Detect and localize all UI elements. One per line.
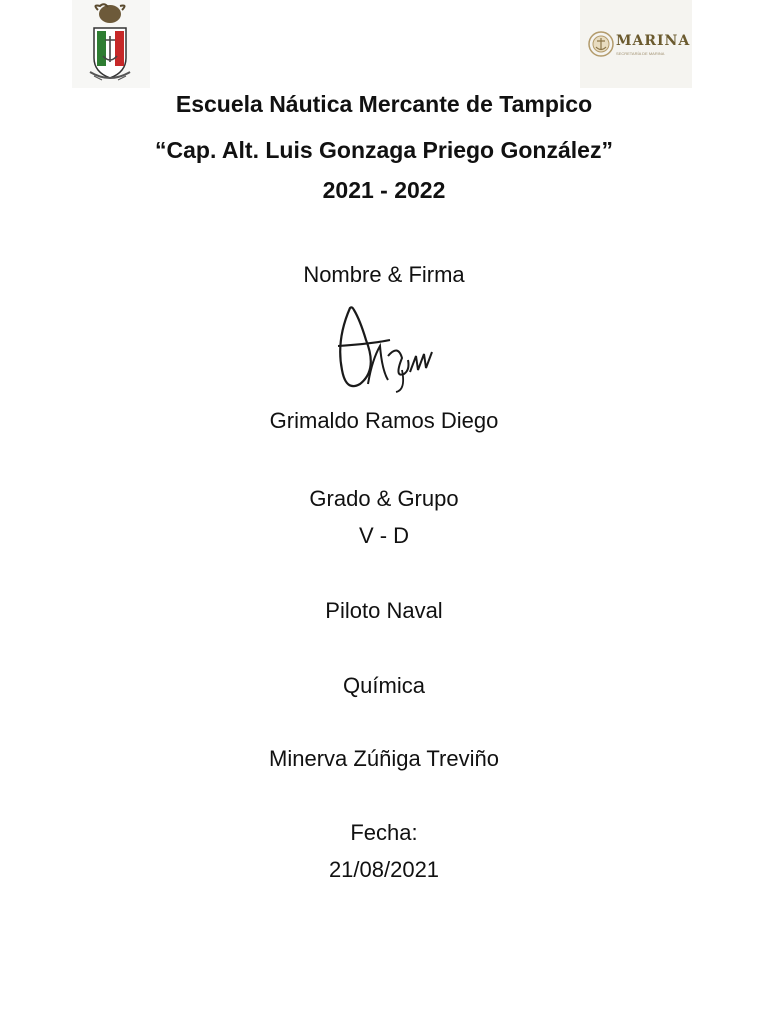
school-honoree: “Cap. Alt. Luis Gonzaga Priego González” bbox=[155, 137, 613, 163]
date-value: 21/08/2021 bbox=[328, 857, 440, 882]
date-label: Fecha: bbox=[350, 820, 418, 845]
marina-wordmark: MARINA bbox=[616, 33, 691, 49]
marina-logo bbox=[580, 0, 692, 88]
grade-group-value: V - D bbox=[358, 523, 410, 548]
teacher-name: Minerva Zúñiga Treviño bbox=[269, 746, 499, 771]
school-year: 2021 - 2022 bbox=[322, 177, 446, 203]
subject: Química bbox=[343, 673, 425, 698]
marina-subtext: SECRETARÍA DE MARINA bbox=[616, 51, 665, 56]
name-signature-label: Nombre & Firma bbox=[303, 262, 465, 287]
mexican-coat-of-arms-seal-icon bbox=[72, 0, 150, 88]
student-name: Grimaldo Ramos Diego bbox=[269, 408, 499, 433]
career: Piloto Naval bbox=[325, 598, 443, 623]
school-logo bbox=[72, 0, 150, 88]
handwritten-signature bbox=[330, 300, 440, 394]
grade-group-label: Grado & Grupo bbox=[309, 486, 459, 511]
marina-seal-icon bbox=[586, 29, 616, 59]
school-name: Escuela Náutica Mercante de Tampico bbox=[175, 91, 593, 117]
